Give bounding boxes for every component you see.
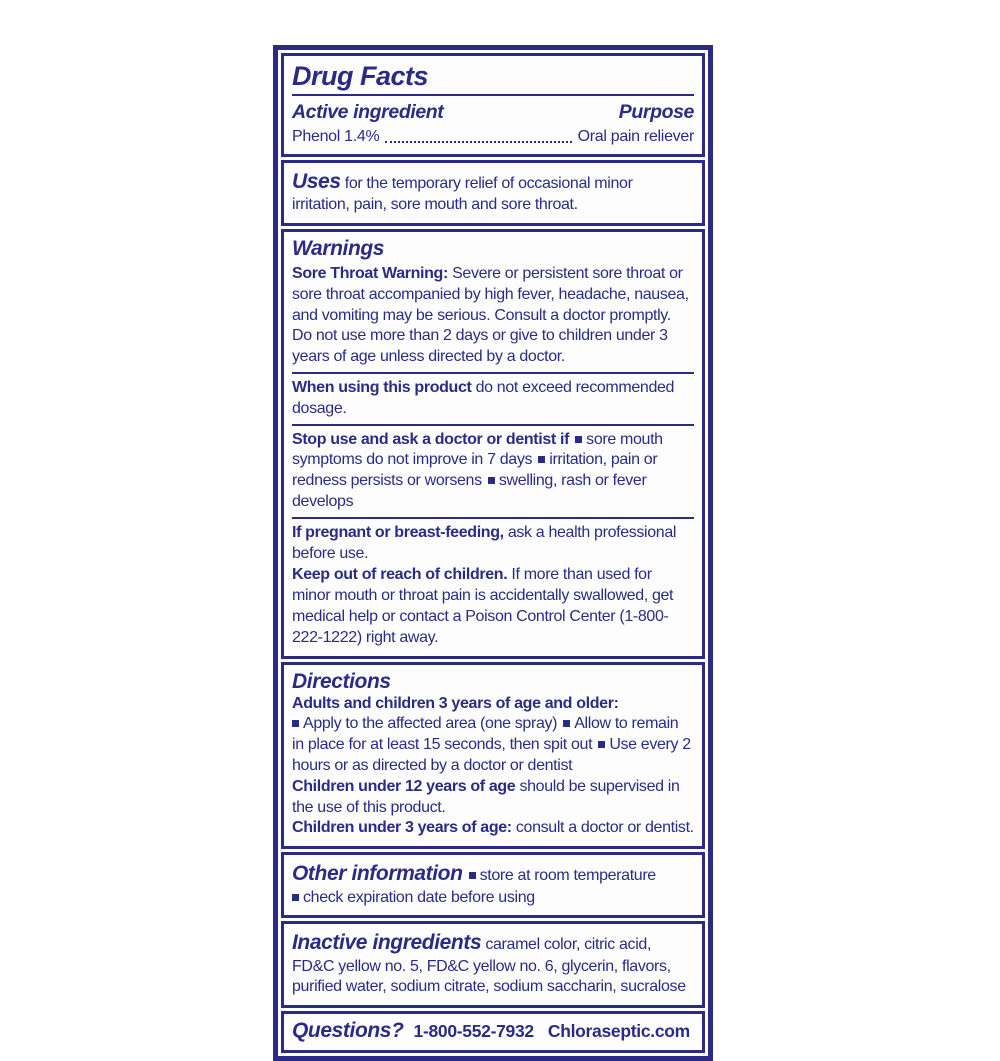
active-ingredient-purpose: Oral pain reliever	[577, 128, 694, 145]
when-using-label: When using this product	[292, 379, 472, 397]
stop-use-label: Stop use and ask a doctor or dentist if	[292, 430, 570, 448]
active-ingredient-name: Phenol 1.4%	[292, 128, 380, 145]
warnings-divider-1	[292, 372, 694, 374]
bullet-square-icon	[469, 872, 476, 879]
bullet-square-icon	[563, 720, 570, 727]
bullet-square-icon	[292, 894, 299, 901]
pregnant-text: ask a health professional before use.	[292, 523, 677, 562]
direction-item: Use every 2 hours or as directed by a doctor or dentist	[292, 736, 691, 775]
adults-label: Adults and children 3 years of age and older:	[292, 694, 619, 712]
section-directions	[281, 662, 705, 850]
leader-dots	[385, 141, 571, 143]
drug-facts-title: Drug Facts	[292, 61, 429, 91]
children-under-12-paragraph	[292, 777, 694, 819]
other-info-item: check expiration date before using	[303, 888, 535, 906]
other-information-line-1	[292, 860, 694, 887]
section-inactive-ingredients	[281, 921, 705, 1008]
pregnant-paragraph	[292, 523, 694, 565]
when-using-text: do not exceed recommended dosage.	[292, 379, 675, 417]
other-information-line-2	[292, 888, 694, 909]
active-ingredient-heading: Active ingredient	[292, 101, 444, 123]
bullet-square-icon	[292, 720, 299, 727]
bullet-square-icon	[538, 456, 545, 463]
when-using-paragraph	[292, 378, 694, 420]
sore-throat-warning-label: Sore Throat Warning:	[292, 265, 448, 283]
purpose-heading: Purpose	[618, 101, 694, 123]
uses-text: for the temporary relief of occasional minor irritation, pain, sore mouth and sore throat.	[292, 175, 633, 214]
section-uses	[281, 160, 705, 226]
questions-row	[292, 1019, 694, 1043]
stop-use-item: sore mouth symptoms do not improve in 7 days	[292, 430, 663, 469]
adults-label-paragraph	[292, 694, 694, 715]
active-ingredient-header	[292, 101, 694, 124]
section-drug-facts	[281, 53, 705, 157]
children-under-3-label: Children under 3 years of age:	[292, 819, 512, 837]
stop-use-item: swelling, rash or fever develops	[292, 472, 647, 511]
children-under-12-label: Children under 12 years of age	[292, 777, 516, 795]
warnings-heading: Warnings	[292, 237, 385, 261]
other-info-item: store at room temperature	[479, 867, 656, 885]
keep-out-label: Keep out of reach of children.	[292, 566, 508, 584]
keep-out-text: If more than used for minor mouth or throat pain is accidentally swallowed, get medical help or contact a Poison Control Center (1-800-222-1222) right away.	[292, 566, 674, 646]
direction-item: Apply to the affected area (one spray)	[303, 715, 558, 733]
keep-out-paragraph	[292, 565, 694, 648]
title-divider	[292, 94, 694, 96]
section-warnings	[281, 229, 705, 659]
other-information-heading: Other information	[292, 862, 463, 886]
children-under-3-text: consult a doctor or dentist.	[515, 819, 694, 837]
inactive-ingredients-heading: Inactive ingredients	[292, 931, 482, 955]
questions-heading: Questions?	[292, 1019, 404, 1043]
directions-bullets-paragraph	[292, 714, 694, 776]
section-questions	[281, 1011, 705, 1053]
pregnant-label: If pregnant or breast-feeding,	[292, 523, 504, 541]
bullet-square-icon	[575, 436, 582, 443]
questions-phone: 1-800-552-7932	[413, 1021, 534, 1042]
stop-use-paragraph	[292, 430, 694, 513]
questions-website: Chloraseptic.com	[547, 1021, 690, 1042]
active-ingredient-row	[292, 127, 694, 147]
uses-heading: Uses	[292, 170, 341, 193]
sore-throat-warning-text: Severe or persistent sore throat or sore throat accompanied by high fever, headache, nausea, and vomiting may be serious. Consult a doctor promptly. Do not use more than 2 days or give to children under 3 years of age unless directed by a doctor.	[292, 265, 689, 366]
warnings-divider-3	[292, 517, 694, 519]
children-under-12-text: should be supervised in the use of this product.	[292, 777, 680, 816]
bullet-square-icon	[598, 741, 605, 748]
bullet-square-icon	[488, 477, 495, 484]
warnings-divider-2	[292, 424, 694, 426]
stop-use-item: irritation, pain or redness persists or worsens	[292, 451, 658, 490]
uses-paragraph	[292, 168, 694, 216]
drug-facts-label	[273, 45, 713, 1061]
children-under-3-paragraph	[292, 818, 694, 839]
sore-throat-warning-paragraph	[292, 264, 694, 368]
inactive-ingredients-text: caramel color, citric acid, FD&C yellow no. 5, FD&C yellow no. 6, glycerin, flavors, purified water, sodium citrate, sodium saccharin, sucralose	[292, 936, 686, 996]
section-other-information	[281, 852, 705, 918]
direction-item: Allow to remain in place for at least 15 seconds, then spit out	[292, 715, 679, 754]
directions-heading: Directions	[292, 669, 391, 693]
inactive-ingredients-paragraph	[292, 929, 694, 998]
